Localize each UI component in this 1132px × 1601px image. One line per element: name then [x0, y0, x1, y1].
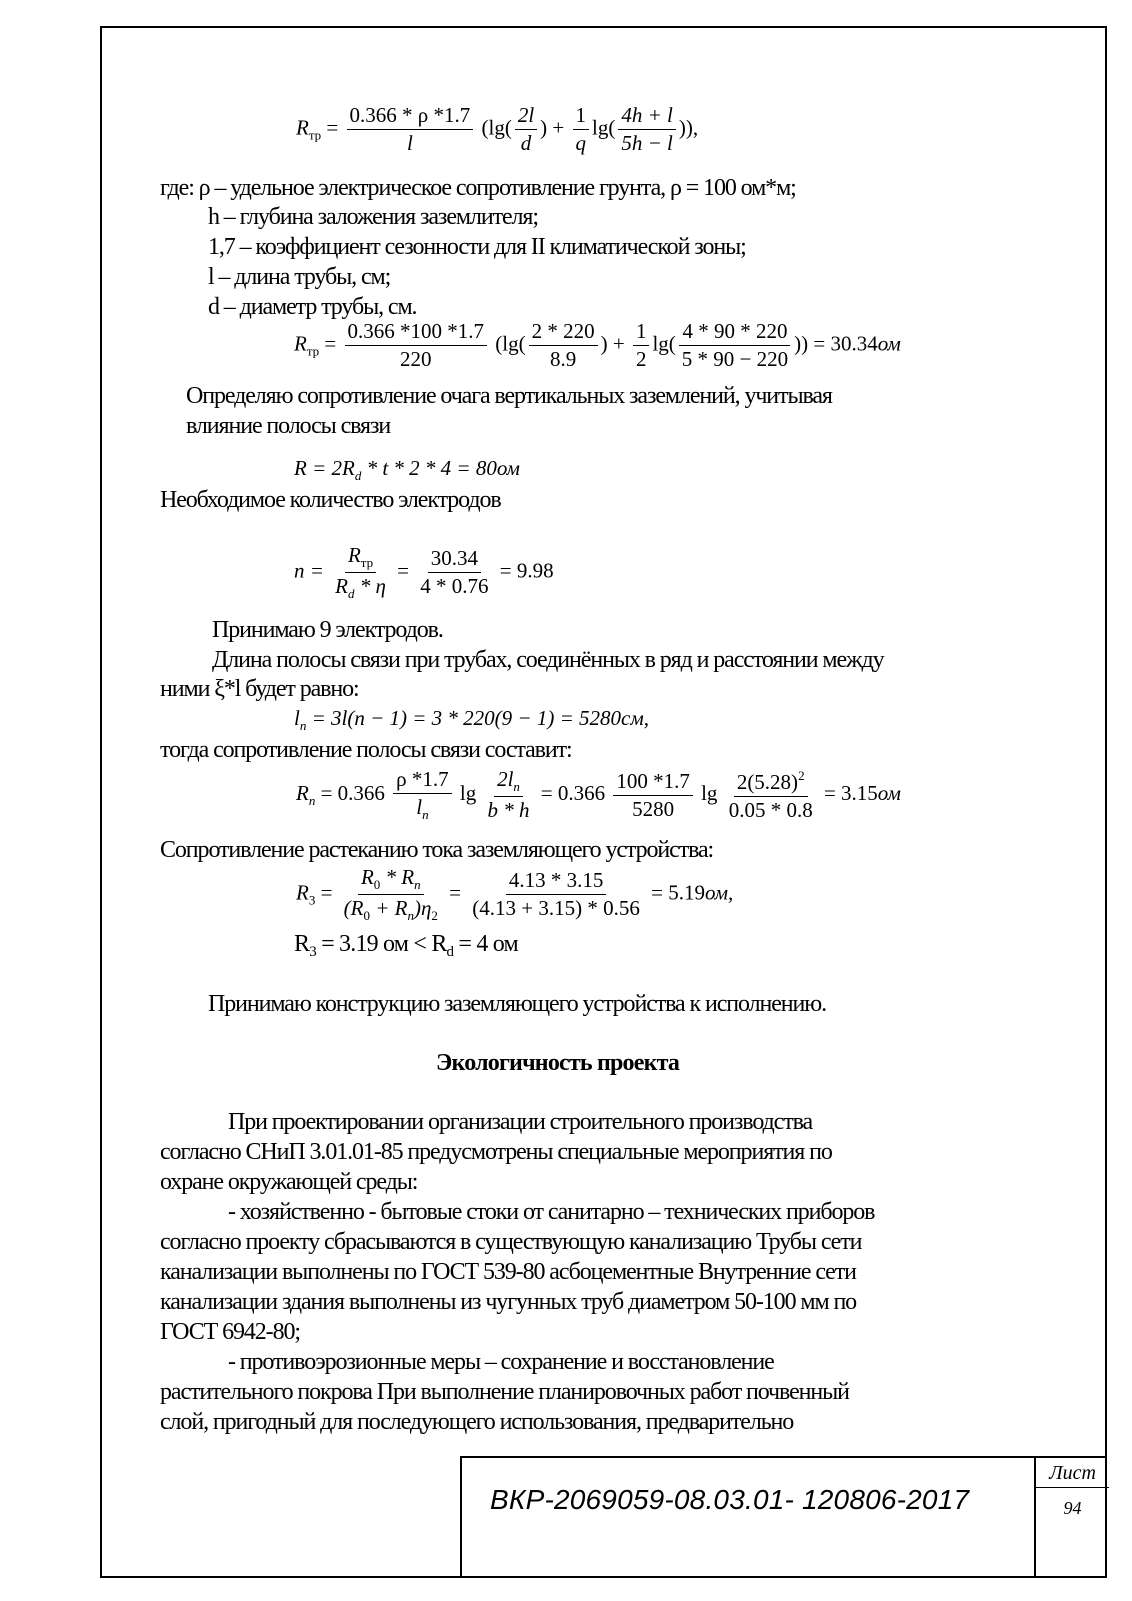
sheet-label: Лист — [1036, 1458, 1109, 1488]
bullet1-line3: канализации выполнены по ГОСТ 539-80 асбоцементные Внутренние сети — [160, 1259, 856, 1285]
formula-electrode-count: n = $\frac{R_{тр}}{R_d * \eta}$ = $\frac{30.34}{4 * 0.76}$ = 9.98 — [294, 543, 554, 602]
definition-rho: где: ρ – удельное электрическое сопротивление грунта, ρ = 100 ом*м; — [160, 175, 796, 201]
bullet1-line2: согласно проекту сбрасываются в существующую канализацию Трубы сети — [160, 1229, 862, 1255]
definition-d: d – диаметр трубы, см. — [208, 294, 417, 320]
resistance-paragraph-line1: Определяю сопротивление очага вертикальных заземлений, учитывая — [186, 383, 832, 409]
formula-rtr-general: $R_{тр}$ = $\frac{0.366 * \rho *1.7}{l}$ (lg( $\frac{2l}{d}$ ) + $\frac{1}{q}$ lg( $\frac{4h + l}{5h - l}$ )), — [296, 103, 699, 156]
formula-total-resistance: $R_3$ = $\frac{R_0 * R_n}{(R_0 + R_n)\eta_2}$ = $\frac{4.13 * 3.15}{(4.13 + 3.15) * 0.56}$ = 5.19ом, — [296, 865, 734, 924]
definition-coefficient: 1,7 – коэффициент сезонности для II климатической зоны; — [208, 234, 746, 260]
bullet2-line2: растительного покрова При выполнение планировочных работ почвенный — [160, 1379, 849, 1405]
title-block — [460, 1456, 1107, 1578]
bullet2-line3: слой, пригодный для последующего использования, предварительно — [160, 1409, 794, 1435]
bullet2-line1: - противоэрозионные меры – сохранение и восстановление — [228, 1349, 774, 1375]
definition-h: h – глубина заложения заземлителя; — [208, 204, 538, 230]
resistance-comparison: $R_3 = 3.19$ ом < $R_d = 4$ ом — [294, 931, 518, 960]
ecology-paragraph-line2: согласно СНиП 3.01.01-85 предусмотрены специальные мероприятия по — [160, 1139, 832, 1165]
spread-resistance-heading: Сопротивление растеканию тока заземляющего устройства: — [160, 837, 714, 863]
sheet-number: 94 — [1063, 1498, 1082, 1518]
electrodes-heading: Необходимое количество электродов — [160, 487, 501, 513]
formula-rtr-numeric: $R_{тр}$ = $\frac{0.366 *100 *1.7}{220}$ (lg( $\frac{2 * 220}{8.9}$ ) + $\frac{1}{2}$ lg( $\frac{4 * 90 * 220}{5 * 90 - 220}$ )) = 30.34ом — [294, 319, 901, 372]
sheet-cell — [1034, 1458, 1109, 1578]
document-code: ВКР-2069059-08.03.01- 120806-2017 — [490, 1484, 970, 1515]
definition-l: l – длина трубы, см; — [208, 264, 391, 290]
bullet1-line4: канализации здания выполнены из чугунных труб диаметром 50-100 мм по — [160, 1289, 857, 1315]
bullet1-line5: ГОСТ 6942-80; — [160, 1319, 300, 1345]
strip-paragraph-line1: Длина полосы связи при трубах, соединённых в ряд и расстоянии между — [212, 647, 884, 673]
ecology-heading: Экологичность проекта — [436, 1050, 680, 1076]
strip-paragraph-line2: ними ξ*l будет равно: — [160, 676, 359, 702]
bullet1-line1: - хозяйственно - бытовые стоки от санитарно – технических приборов — [228, 1199, 875, 1225]
formula-strip-length: $l_n = 3l(n - 1) = 3 * 220(9 - 1) = 5280см$, — [294, 706, 649, 733]
accept-electrodes: Принимаю 9 электродов. — [212, 617, 443, 643]
accept-design: Принимаю конструкцию заземляющего устройства к исполнению. — [208, 991, 826, 1017]
strip-resistance-text: тогда сопротивление полосы связи составит: — [160, 737, 572, 763]
ecology-paragraph-line1: При проектировании организации строительного производства — [228, 1109, 813, 1135]
resistance-paragraph-line2: влияние полосы связи — [186, 413, 391, 439]
formula-strip-resistance: $R_n = 0.366$ $\frac{\rho *1.7}{l_n}$ lg $\frac{2l_n}{b * h}$ = 0.366 $\frac{100 *1.7}{5280}$ lg $\frac{2(5.28)^2}{0.05 * 0.8}$ = 3.15ом — [296, 767, 901, 823]
ecology-paragraph-line3: охране окружающей среды: — [160, 1169, 418, 1195]
formula-r-group: $R = 2R_d * t * 2 * 4 = 80ом$ — [294, 456, 520, 483]
